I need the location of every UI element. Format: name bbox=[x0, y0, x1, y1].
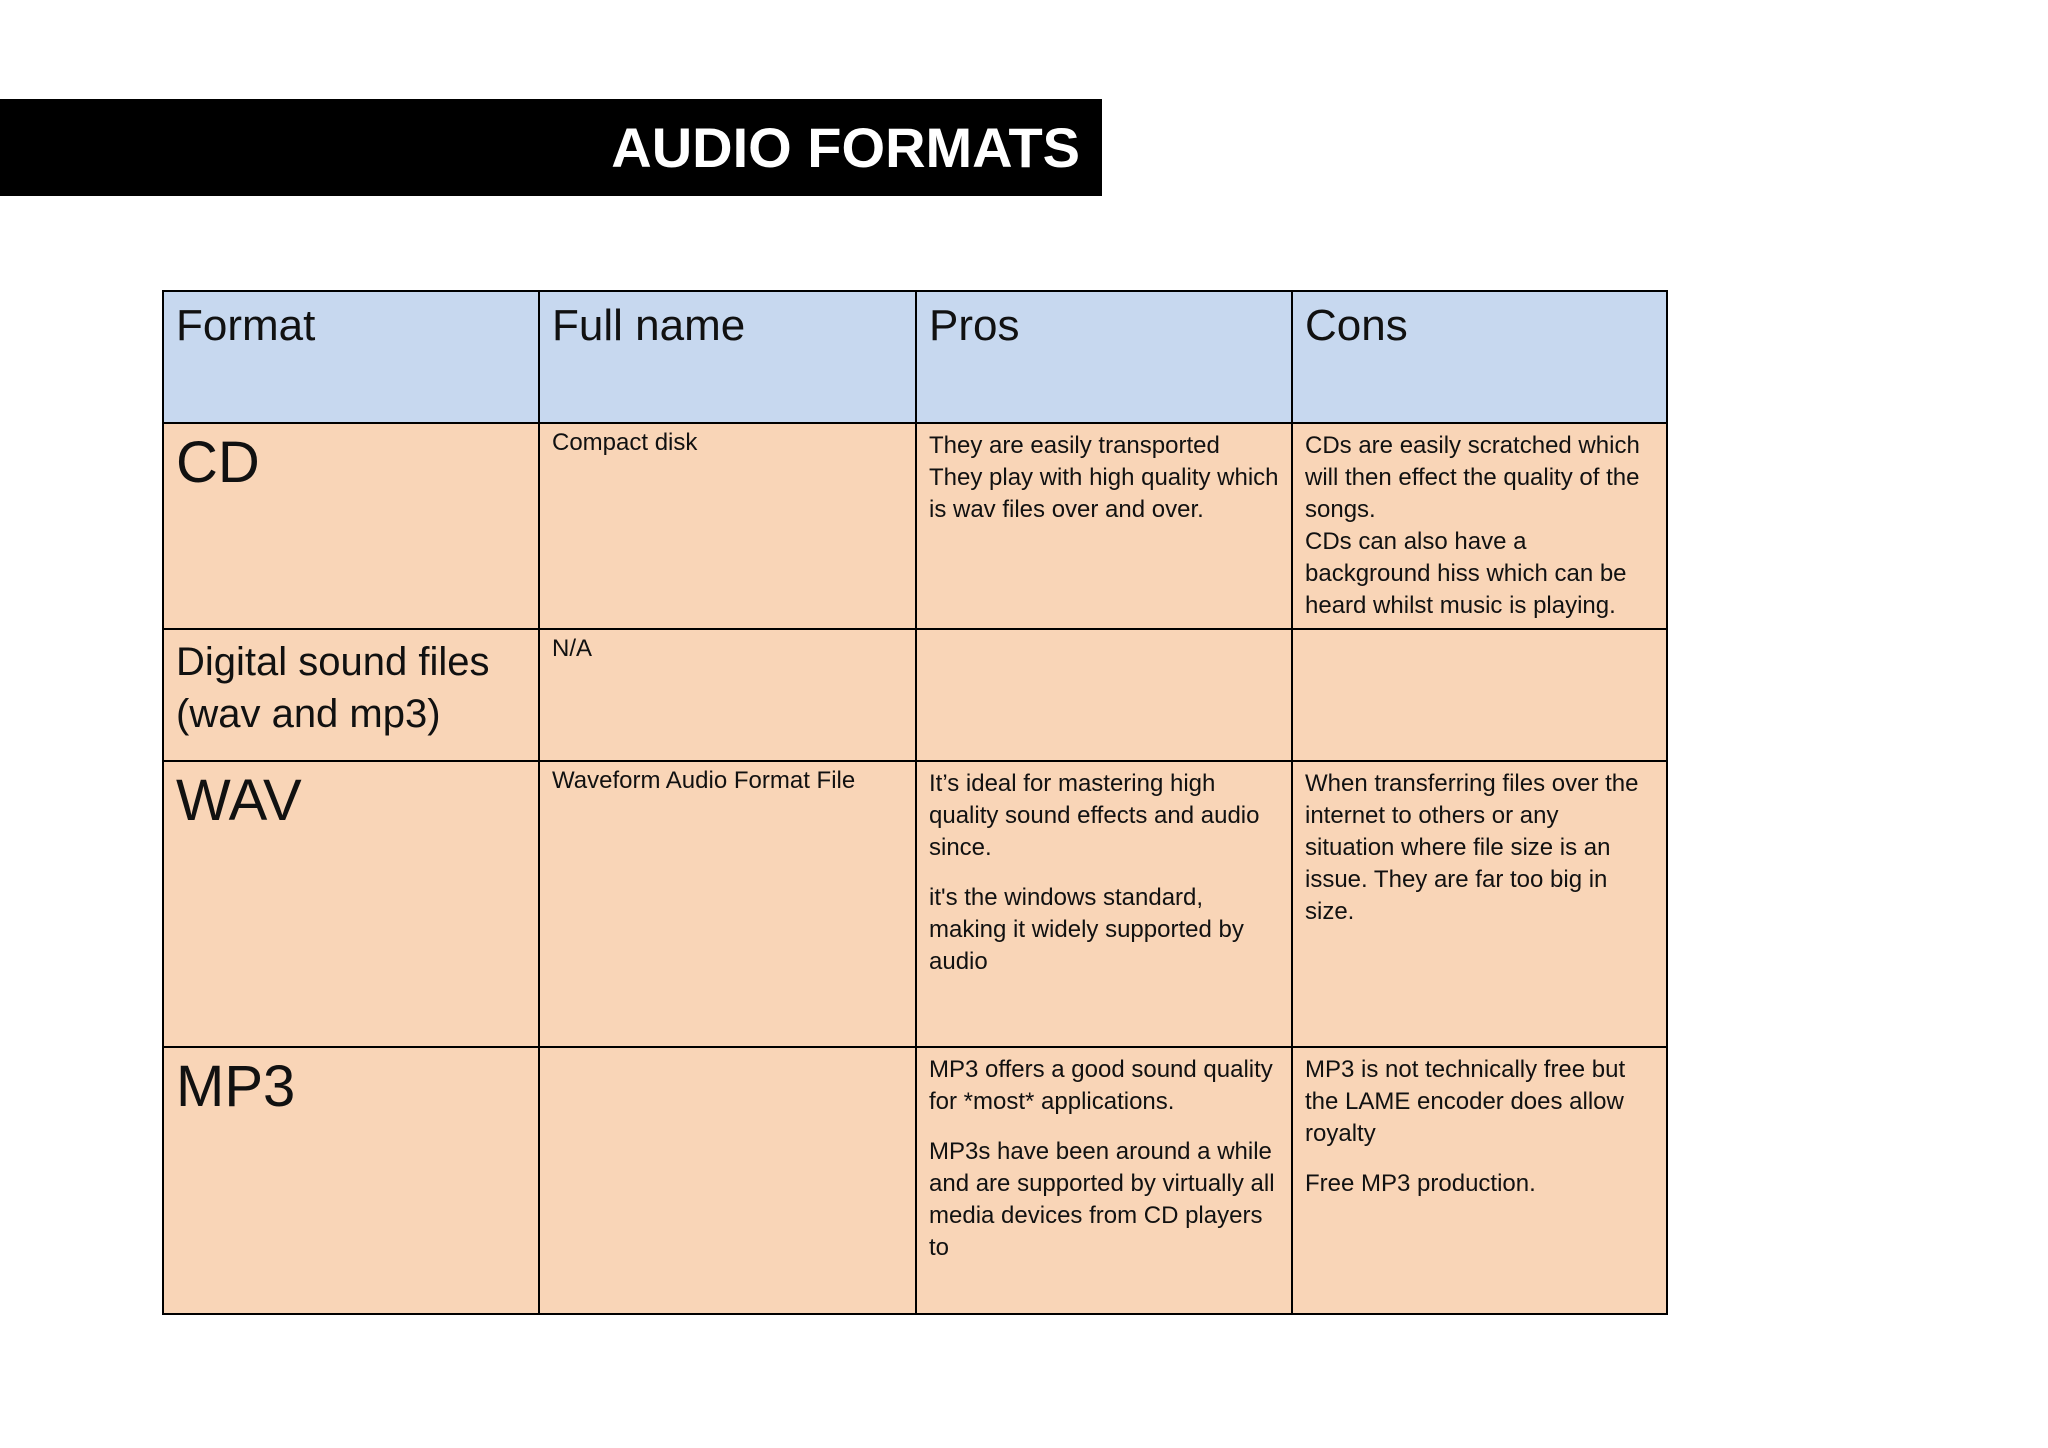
header-cons: Cons bbox=[1292, 291, 1667, 423]
cell-format bbox=[163, 761, 539, 1047]
cons-text: When transferring files over the internet to others or any situation where file size is an issue. They are far too big in size. bbox=[1305, 770, 1639, 925]
table-row-wav bbox=[163, 761, 1667, 1047]
pros-text: They are easily transported They play with high quality which is wav files over and over. bbox=[929, 432, 1279, 523]
cell-format bbox=[163, 423, 539, 629]
cell-pros bbox=[916, 761, 1292, 1047]
cons-text: CDs are easily scratched which will then effect the quality of the songs. bbox=[1305, 432, 1640, 523]
cell-format bbox=[163, 629, 539, 761]
cell-format bbox=[163, 1047, 539, 1314]
full-name-text: Compact disk bbox=[552, 429, 698, 456]
cell-cons bbox=[1292, 1047, 1667, 1314]
full-name-text: N/A bbox=[552, 635, 593, 662]
format-label: WAV bbox=[176, 768, 302, 833]
cell-full-name bbox=[539, 423, 916, 629]
cell-cons bbox=[1292, 761, 1667, 1047]
table-header-row bbox=[163, 291, 1667, 423]
header-format: Format bbox=[163, 291, 539, 423]
pros-text: it's the windows standard, making it widely supported by audio bbox=[929, 884, 1244, 975]
cons-text: CDs can also have a background hiss which can be heard whilst music is playing. bbox=[1305, 528, 1627, 619]
pros-text: MP3 offers a good sound quality for *most* applications. bbox=[929, 1056, 1273, 1115]
pros-text: It’s ideal for mastering high quality sound effects and audio since. bbox=[929, 770, 1260, 861]
table-row-digital-sound-files bbox=[163, 629, 1667, 761]
cell-full-name bbox=[539, 629, 916, 761]
cell-full-name bbox=[539, 1047, 916, 1314]
format-label: MP3 bbox=[176, 1054, 296, 1119]
cell-full-name bbox=[539, 761, 916, 1047]
cell-pros bbox=[916, 629, 1292, 761]
cons-text: Free MP3 production. bbox=[1305, 1170, 1536, 1197]
page-title: AUDIO FORMATS bbox=[611, 116, 1080, 179]
cell-cons bbox=[1292, 629, 1667, 761]
table-row-cd bbox=[163, 423, 1667, 629]
table-row-mp3 bbox=[163, 1047, 1667, 1314]
format-label: Digital sound files (wav and mp3) bbox=[176, 640, 490, 736]
format-label: CD bbox=[176, 430, 260, 495]
title-bar bbox=[0, 99, 1102, 196]
header-full-name: Full name bbox=[539, 291, 916, 423]
cons-text: MP3 is not technically free but the LAME encoder does allow royalty bbox=[1305, 1056, 1626, 1147]
header-pros: Pros bbox=[916, 291, 1292, 423]
audio-formats-table bbox=[162, 290, 1668, 1315]
pros-text: MP3s have been around a while and are supported by virtually all media devices from CD players to bbox=[929, 1138, 1275, 1261]
cell-pros bbox=[916, 1047, 1292, 1314]
cell-pros bbox=[916, 423, 1292, 629]
cell-cons bbox=[1292, 423, 1667, 629]
full-name-text: Waveform Audio Format File bbox=[552, 767, 856, 794]
